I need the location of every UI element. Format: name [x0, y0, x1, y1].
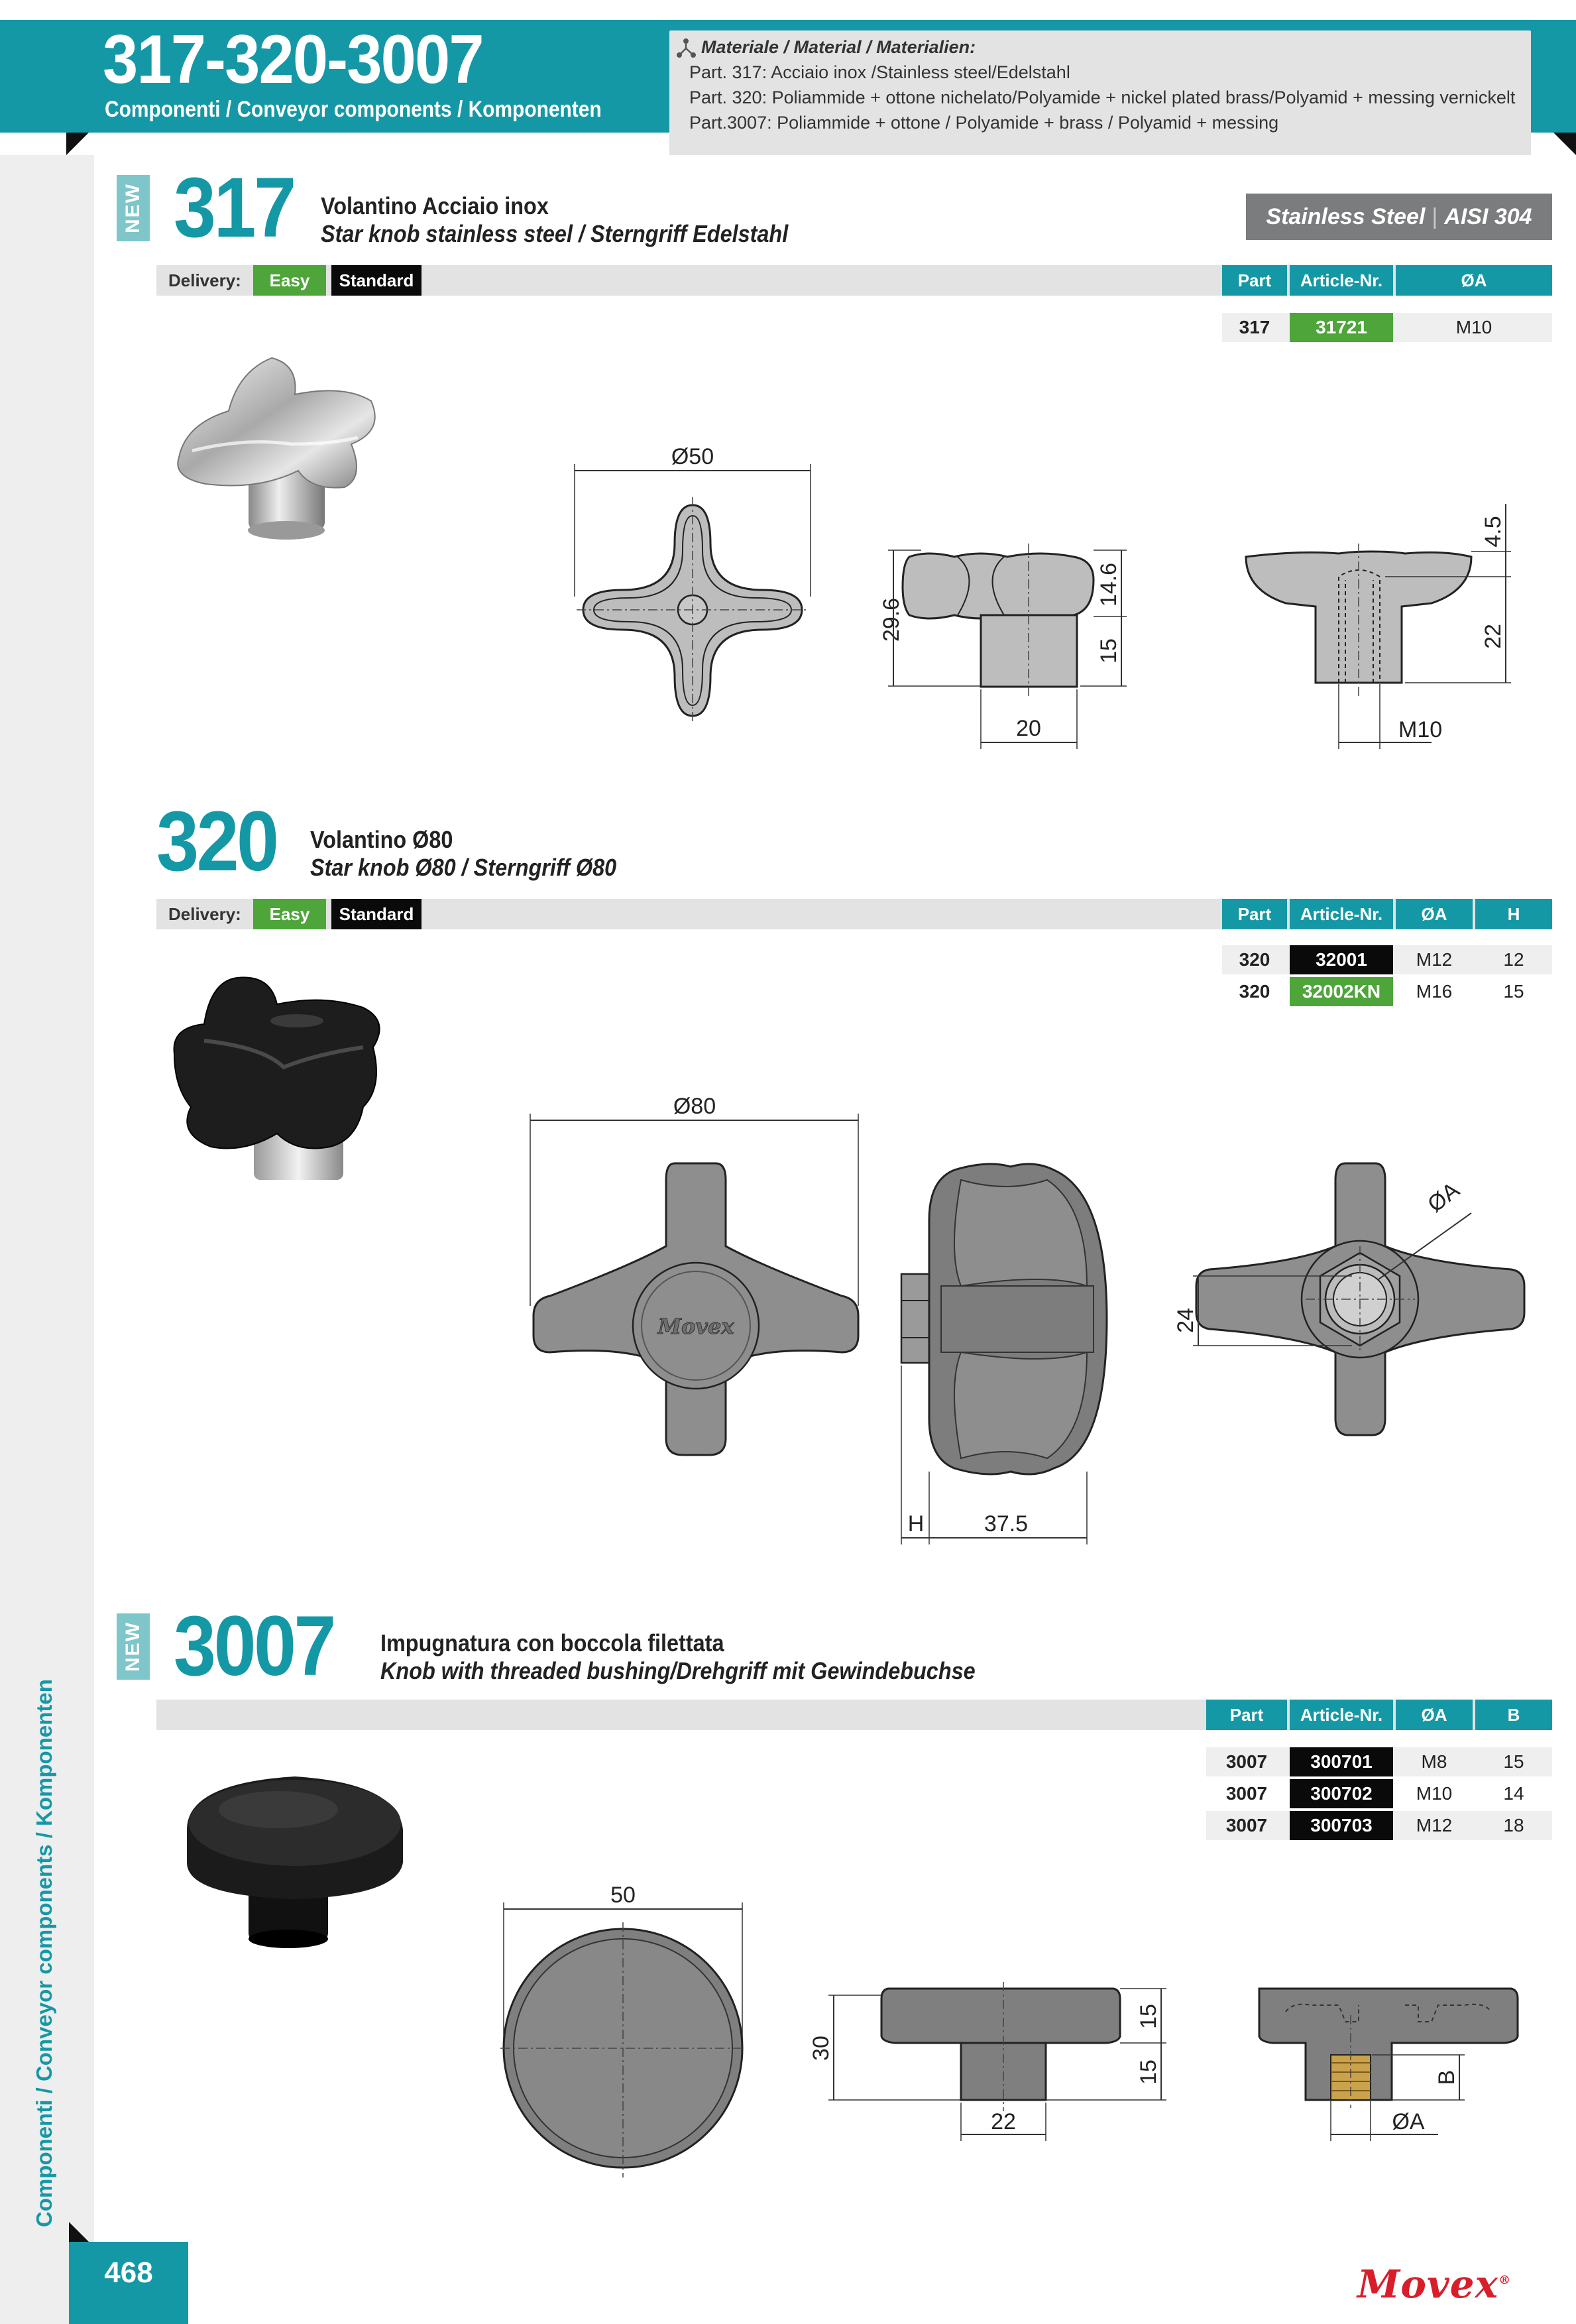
delivery-easy-badge: Easy	[253, 265, 326, 296]
cell-article: 300701	[1290, 1747, 1393, 1776]
cell-article: 300703	[1290, 1811, 1393, 1840]
title-it-3007: Impugnatura con boccola filettata	[380, 1629, 724, 1656]
dim-317-depthtop: 4.5	[1481, 516, 1506, 548]
page-subtitle: Componenti / Conveyor components / Komponenten	[105, 97, 602, 122]
col-header-part: Part	[1222, 265, 1287, 296]
cell-a: M10	[1416, 1783, 1453, 1804]
drawing-317-section	[1233, 504, 1538, 762]
materials-line-3007: Part.3007: Poliammide + ottone / Polyamide + brass / Polyamid + messing	[689, 113, 1279, 133]
new-badge-317: NEW	[117, 175, 150, 241]
col-header-h: H	[1475, 899, 1552, 929]
dim-320-h: H	[907, 1511, 925, 1537]
title-en-320: Star knob Ø80 / Sterngriff Ø80	[310, 854, 617, 881]
col-header-part: Part	[1222, 899, 1287, 929]
drawing-317-side	[862, 530, 1180, 769]
dim-320-len: 37.5	[984, 1511, 1029, 1537]
dim-3007-shank: 22	[991, 2109, 1016, 2134]
delivery-label: Delivery:	[168, 270, 241, 290]
cell-h: 15	[1503, 981, 1524, 1002]
page-title: 317-320-3007	[103, 21, 483, 98]
materials-title: Materiale / Material / Materialien:	[701, 37, 976, 57]
cell-part: 3007	[1225, 1751, 1268, 1772]
col-header-article: Article-Nr.	[1290, 265, 1393, 296]
drawing-3007-side	[795, 1975, 1173, 2154]
cell-part: 317	[1239, 317, 1270, 337]
col-header-a: ØA	[1396, 899, 1473, 929]
materials-box	[669, 30, 1531, 155]
page-number: 468	[104, 2256, 153, 2289]
dim-320-dia: Ø80	[673, 1094, 716, 1119]
cell-a: M8	[1421, 1751, 1447, 1772]
dim-3007-thread: ØA	[1392, 2109, 1425, 2134]
brand-logo: Movex®	[1357, 2262, 1512, 2307]
col-header-article: Article-Nr.	[1290, 1700, 1393, 1730]
cell-part: 3007	[1225, 1783, 1268, 1804]
corner-decoration-right	[1553, 133, 1576, 155]
photo-320-knob	[164, 968, 443, 1193]
cell-a: M12	[1416, 949, 1453, 970]
dim-3007-htop: 15	[1136, 2004, 1161, 2029]
part-number-320: 320	[156, 794, 277, 889]
dim-317-dia: Ø50	[671, 444, 714, 469]
title-it-317: Volantino Acciaio inox	[321, 192, 549, 219]
photo-317-knob	[166, 345, 418, 550]
delivery-easy-badge: Easy	[253, 899, 326, 929]
materials-line-317: Part. 317: Acciaio inox /Stainless steel/Edelstahl	[689, 62, 1070, 82]
cell-article: 32002KN	[1290, 977, 1393, 1006]
corner-decoration	[66, 133, 89, 155]
new-badge-3007: NEW	[117, 1613, 150, 1680]
sidebar-label: Componenti / Conveyor components / Komponenten	[32, 1679, 56, 2227]
page-number-corner	[69, 2222, 89, 2242]
delivery-standard-badge: Standard	[331, 265, 422, 296]
photo-3007-knob	[179, 1757, 424, 1955]
drawing-3007-section	[1246, 1975, 1524, 2154]
col-header-part: Part	[1206, 1700, 1287, 1730]
cell-article: 32001	[1290, 945, 1393, 974]
materials-line-320: Part. 320: Poliammide + ottone nichelato/Polyamide + nickel plated brass/Polyamid + messing vernickelt	[689, 87, 1516, 107]
cell-part: 3007	[1225, 1815, 1268, 1835]
cell-article: 300702	[1290, 1779, 1393, 1808]
cell-a: M16	[1416, 981, 1453, 1002]
dim-320-hex: 24	[1173, 1308, 1198, 1333]
dim-317-hbottom: 15	[1096, 638, 1121, 664]
drawing-320-top	[524, 1087, 868, 1498]
cell-a: M10	[1455, 317, 1492, 337]
dim-3007-dia: 50	[610, 1883, 636, 1908]
cell-b: 14	[1503, 1783, 1524, 1804]
part-number-317: 317	[174, 160, 294, 255]
cell-b: 18	[1503, 1815, 1524, 1835]
cell-article: 31721	[1290, 313, 1393, 342]
col-header-b: B	[1475, 1700, 1552, 1730]
molecule-icon	[676, 38, 696, 58]
drawing-logo: Movex	[657, 1314, 734, 1339]
dim-317-shank: 20	[1016, 716, 1041, 741]
dim-317-depth: 22	[1481, 624, 1506, 649]
dim-3007-b: B	[1434, 2069, 1459, 2085]
title-it-320: Volantino Ø80	[310, 826, 453, 853]
drawing-320-bottom	[1153, 1153, 1551, 1498]
dim-3007-htotal: 30	[809, 2036, 834, 2061]
drawing-320-side	[888, 1153, 1113, 1551]
drawing-317-top	[570, 444, 815, 756]
cell-part: 320	[1239, 981, 1270, 1002]
dim-320-thread: ØA	[1423, 1177, 1465, 1218]
col-header-a: ØA	[1396, 265, 1552, 296]
title-en-317: Star knob stainless steel / Sterngriff Edelstahl	[321, 220, 789, 247]
delivery-label: Delivery:	[168, 904, 241, 924]
material-badge: Stainless Steel | AISI 304	[1246, 194, 1552, 240]
dim-317-thread: M10	[1398, 717, 1443, 742]
cell-part: 320	[1239, 949, 1270, 970]
part-number-3007: 3007	[174, 1599, 334, 1694]
cell-h: 12	[1503, 949, 1524, 970]
cell-a: M12	[1416, 1815, 1453, 1835]
delivery-standard-badge: Standard	[331, 899, 422, 929]
col-header-article: Article-Nr.	[1290, 899, 1393, 929]
dim-3007-hbottom: 15	[1136, 2060, 1161, 2085]
dim-317-htop: 14.6	[1096, 562, 1121, 607]
header-top-strip	[0, 0, 1576, 20]
col-header-a: ØA	[1396, 1700, 1473, 1730]
dim-317-htotal: 29.6	[879, 597, 904, 642]
drawing-3007-top	[490, 1883, 756, 2187]
title-en-3007: Knob with threaded bushing/Drehgriff mit Gewindebuchse	[380, 1657, 976, 1684]
cell-b: 15	[1503, 1751, 1524, 1772]
